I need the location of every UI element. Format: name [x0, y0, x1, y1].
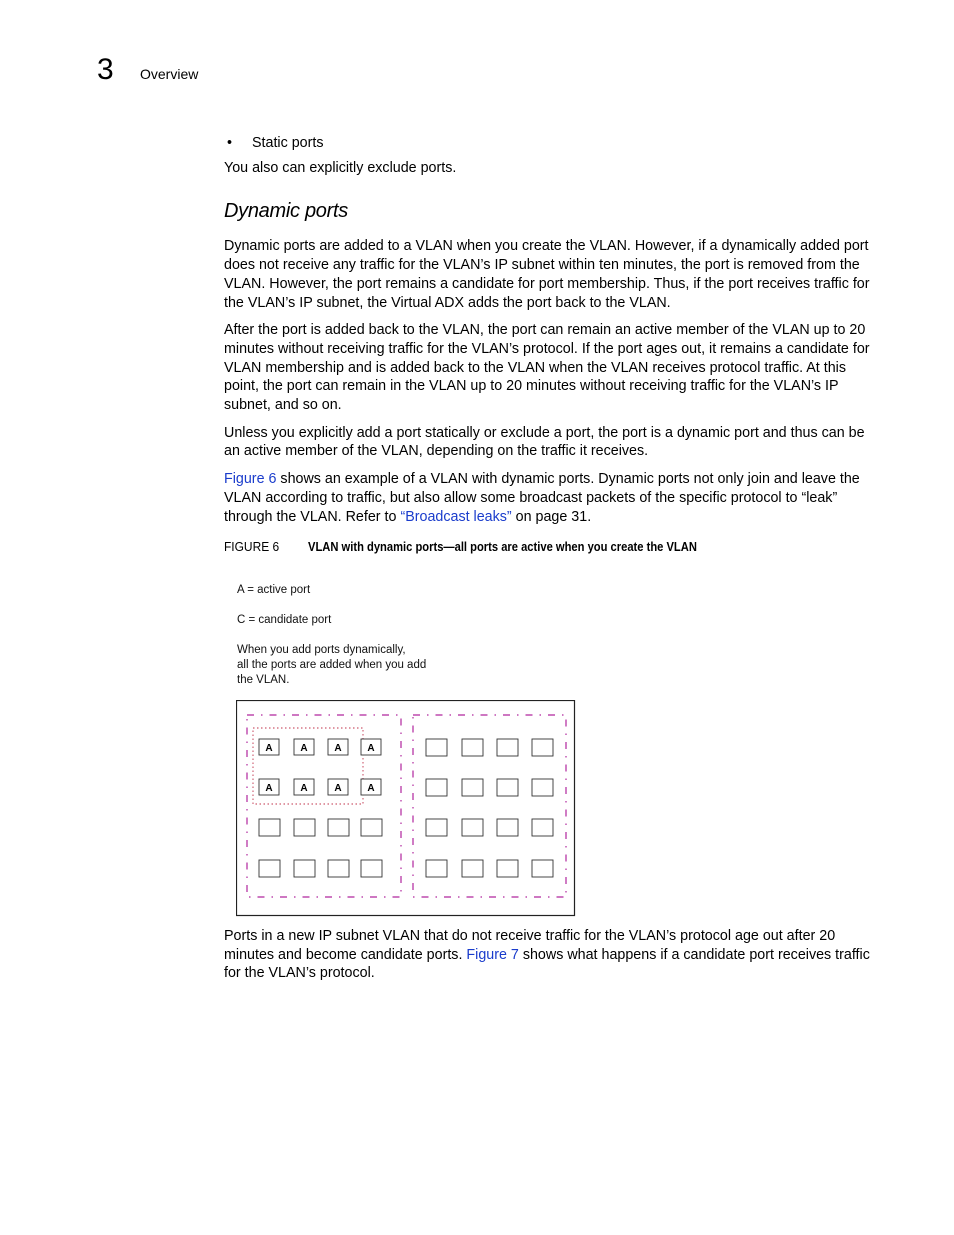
figure-7-link[interactable]: Figure 7: [466, 946, 519, 963]
paragraph-1: Dynamic ports are added to a VLAN when you create the VLAN. However, if a dynamically added port does not receive any traffic for the VLAN’s IP subnet within ten minutes, the port is removed from the VLAN. However, the port remains a candidate for port membership. Thus, if the port receives traffic for the VLAN’s IP subnet, the Virtual ADX adds the port back to the VLAN.: [224, 238, 870, 311]
port: [497, 819, 518, 836]
active-port-label: A: [300, 743, 308, 754]
port: [259, 860, 280, 877]
port: [361, 819, 382, 836]
figure-6-link[interactable]: Figure 6: [224, 471, 277, 488]
figure-ref-text-2: on page 31.: [511, 508, 592, 525]
active-port-label: A: [300, 783, 308, 794]
figure-label: FIGURE 6: [224, 539, 280, 555]
active-port-label: A: [265, 783, 273, 794]
port: [328, 819, 349, 836]
legend-candidate-port: C = candidate port: [237, 614, 332, 626]
vlan-figure: [224, 578, 584, 923]
chapter-title: Overview: [140, 66, 199, 82]
port: [328, 860, 349, 877]
figure-title: VLAN with dynamic ports—all ports are active when you create the VLAN: [308, 539, 697, 555]
figure-ref-text-1: shows an example of a VLAN with dynamic ports. Dynamic ports not only join and leave the VLAN according to traffic, but also allow some broadcast packets of the specific protocol to “leak” through the VLAN. Refer to: [224, 471, 860, 525]
port: [532, 779, 553, 796]
port: [497, 739, 518, 756]
port: [462, 739, 483, 756]
broadcast-leaks-link[interactable]: “Broadcast leaks”: [400, 508, 512, 525]
figure-reference-paragraph: [224, 470, 874, 526]
port: [532, 860, 553, 877]
figure-note-line-3: the VLAN.: [237, 674, 290, 686]
after-text-2: shows what happens if a candidate port receives traffic for the VLAN’s protocol.: [224, 946, 870, 982]
active-port-label: A: [367, 743, 375, 754]
after-figure-paragraph: [224, 927, 874, 983]
port: [462, 860, 483, 877]
active-port-label: A: [334, 783, 342, 794]
vlan-port-diagram: [236, 700, 578, 918]
port: [426, 819, 447, 836]
switch-outline: [237, 701, 575, 916]
figure-caption: [224, 538, 874, 560]
port: [497, 860, 518, 877]
port: [294, 860, 315, 877]
main-content: [224, 134, 874, 560]
active-port-label: A: [265, 743, 273, 754]
bullet-symbol: •: [227, 135, 233, 151]
active-port-label: A: [367, 783, 375, 794]
figure-note-line-1: When you add ports dynamically,: [237, 644, 406, 656]
port: [426, 739, 447, 756]
paragraph-3: Unless you explicitly add a port statically or exclude a port, the port is a dynamic port and thus can be an active member of the VLAN, depending on the traffic it receives.: [224, 424, 865, 460]
port: [361, 860, 382, 877]
legend-active-port: A = active port: [237, 584, 311, 596]
port: [532, 739, 553, 756]
chapter-number: 3: [97, 53, 114, 86]
active-port-label: A: [334, 743, 342, 754]
section-heading: Dynamic ports: [224, 200, 348, 223]
port: [426, 779, 447, 796]
port: [532, 819, 553, 836]
intro-paragraph: You also can explicitly exclude ports.: [224, 159, 457, 176]
port: [259, 819, 280, 836]
bullet-item: [224, 134, 874, 153]
port: [462, 819, 483, 836]
port: [426, 860, 447, 877]
port: [294, 819, 315, 836]
port: [497, 779, 518, 796]
bullet-text: Static ports: [252, 135, 324, 151]
after-text-1: Ports in a new IP subnet VLAN that do not receive traffic for the VLAN’s protocol age out after 20 minutes and become candidate ports.: [224, 928, 836, 963]
paragraph-2: After the port is added back to the VLAN, the port can remain an active member of the VLAN up to 20 minutes without receiving traffic for the VLAN’s protocol. If the port ages out, it remains a candidate for VLAN membership and is added back to the VLAN when the VLAN receives protocol traffic. At this point, the port can remain in the VLAN up to 20 minutes without receiving traffic for the VLAN’s IP subnet, and so on.: [224, 322, 870, 414]
figure-note-line-2: all the ports are added when you add: [237, 659, 427, 671]
after-figure-content: [224, 927, 874, 992]
port: [462, 779, 483, 796]
